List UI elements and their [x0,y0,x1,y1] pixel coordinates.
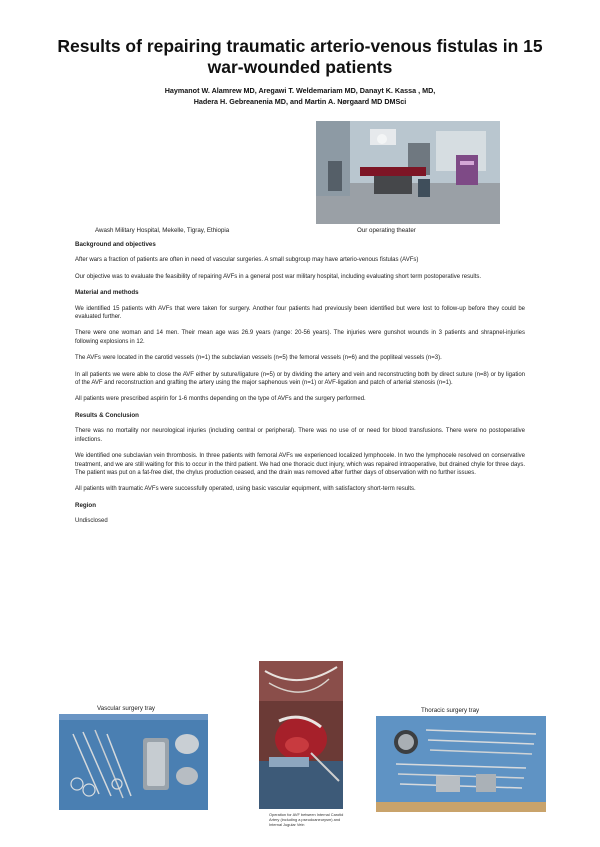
thoracic-tray-caption: Thoracic surgery tray [421,707,480,714]
operating-theater-caption: Our operating theater [357,227,416,234]
authors-line-1: Haymanot W. Alamrew MD, Aregawi T. Weldemariam MD, Danayt K. Kassa , MD, [164,86,436,95]
title-line-1: Results of repairing traumatic arterio-venous fistulas in 15 [57,36,543,56]
operating-theater-image [316,121,500,224]
poster-body [75,241,525,534]
thoracic-tray-photo [376,716,546,812]
methods-heading: Material and methods [75,289,139,297]
background-paragraph-1: After wars a fraction of patients are often in need of vascular surgeries. A small subgroup may have arterio-venous fistulas (AVFs) [75,257,419,264]
methods-paragraph-1: We identified 15 patients with AVFs that were taken for surgery. Another four patients had previously been identified but were lost to follow-up before they could be evaluated further. [75,305,525,321]
operation-caption: Operation for AVF between Internal Carotid Artery (including a pseudoaneurysm) and Internal Jugular Vein [269,812,344,827]
thoracic-tray-image [376,716,546,812]
background-paragraph-2: Our objective was to evaluate the feasibility of repairing AVFs in a general post war military hospital, including evaluating short term postoperative results. [75,273,482,280]
vascular-tray-image [59,714,208,810]
methods-paragraph-4: In all patients we were able to close the AVF either by suture/ligature (n=5) or by dividing the artery and vein and reconstructing both by direct suture (n=8) or by ligation of the AVF and reconstruction and grafting the artery using the major saphenous vein (n=1) or AVF-ligation and patch of arterial stenosis (n=1). [75,371,525,387]
title-line-2: war-wounded patients [207,57,393,77]
vascular-tray-caption: Vascular surgery tray [97,705,155,712]
surgery-image [259,661,343,809]
results-heading: Results & Conclusion [75,411,139,419]
hospital-caption: Awash Military Hospital, Mekelle, Tigray, Ethiopia [95,227,230,234]
vascular-tray-photo [59,714,208,810]
region-heading: Region [75,501,96,509]
surgery-photo [259,661,343,809]
author-list [60,85,540,107]
poster-title [30,36,570,78]
methods-paragraph-2: There were one woman and 14 men. Their mean age was 26.9 years (range: 20-56 years). The injuries were gunshot wounds in 3 patients and shrapnel-injuries following explosions in 12. [75,330,525,345]
authors-line-2: Hadera H. Gebreanenia MD, and Martin A. Nørgaard MD DMSci [193,97,407,106]
methods-paragraph-5: All patients were prescribed aspirin for 1-6 months depending on the type of AVFs and the surgery performed. [75,396,366,403]
results-paragraph-2: We identified one subclavian vein thrombosis. In three patients with femoral AVFs we experienced localized lymphocele. In two the lymphocele resolved on conservative treatment, and we are still waiting for this to occur in the third patient. We had one thoracic duct injury, which was repaired intraoperative, but drained chyle for three days. The patient was put on a fat-free diet, the chylus production ceased, and the drain was removed after further days of observation with no further issues. [75,453,525,476]
results-paragraph-3: All patients with traumatic AVFs were successfully operated, using basic vascular equipment, with satisfactory short-term results. [75,486,416,493]
region-value: Undisclosed [75,518,108,525]
methods-paragraph-3: The AVFs were located in the carotid vessels (n=1) the subclavian vessels (n=5) the femoral vessels (n=6) and the popliteal vessels (n=3). [75,355,442,362]
results-paragraph-1: There was no mortality nor neurological injuries (including central or peripheral). There was no use of or need for blood transfusions. There were no postoperative infections. [75,428,525,443]
operating-theater-photo [316,121,500,224]
background-heading: Background and objectives [75,241,156,248]
